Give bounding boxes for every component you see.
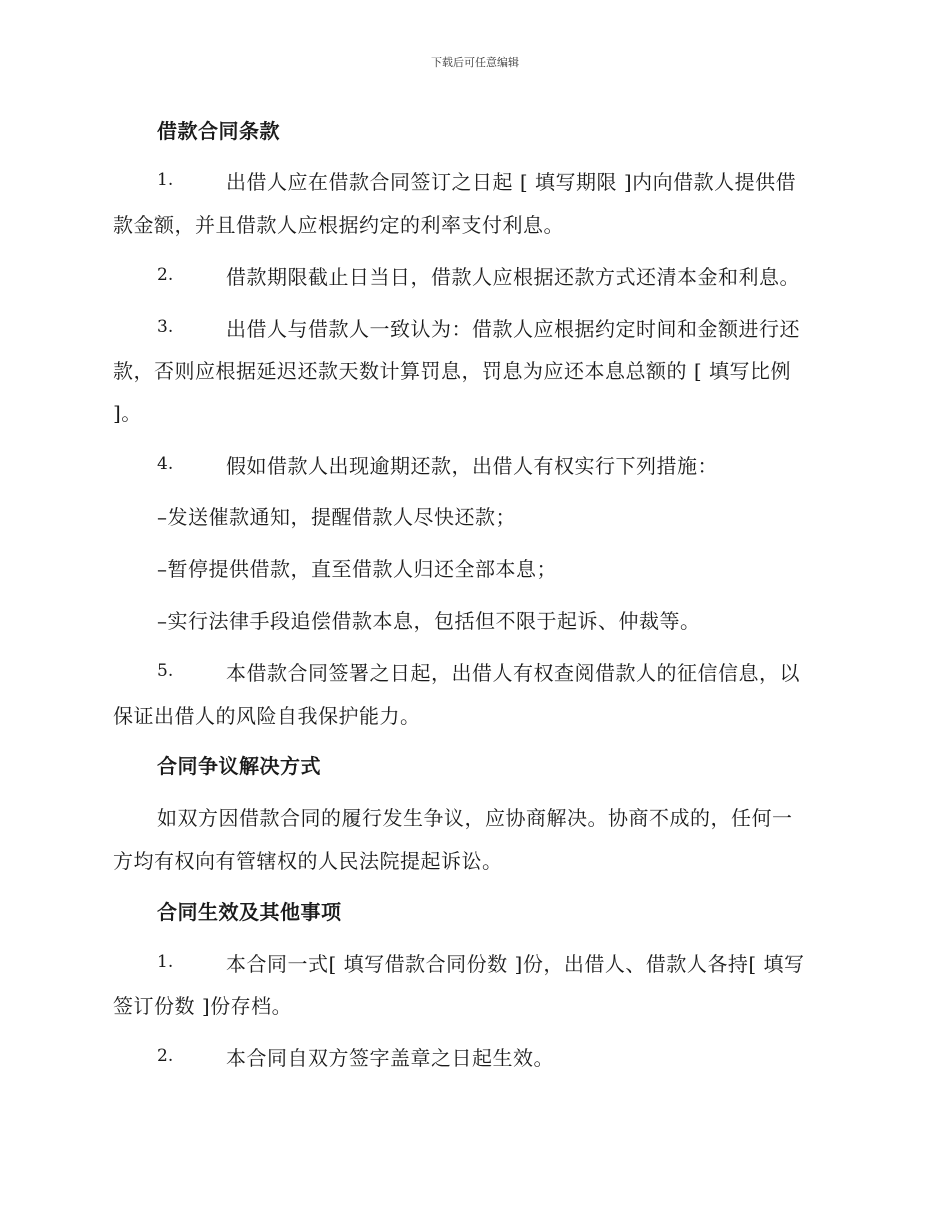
item-number: 2. [157,1046,174,1066]
paragraph-line: 借款期限截止日当日，借款人应根据还款方式还清本金和利息。 [226,265,800,289]
section-title-effectiveness: 合同生效及其他事项 [157,900,342,924]
item-number: 4. [157,454,174,474]
paragraph-line: 保证出借人的风险自我保护能力。 [113,704,421,728]
paragraph-line: 假如借款人出现逾期还款，出借人有权实行下列措施： [226,454,718,478]
paragraph-line: ]。 [113,401,142,425]
paragraph-line: 本借款合同签署之日起，出借人有权查阅借款人的征信信息，以 [226,661,800,685]
bullet-item: –实行法律手段追偿借款本息，包括但不限于起诉、仲裁等。 [157,609,701,633]
bullet-item: –暂停提供借款，直至借款人归还全部本息； [157,557,557,581]
section-title-loan-terms: 借款合同条款 [157,119,280,143]
paragraph-line: 签订份数 ]份存档。 [113,994,293,1018]
page-header: 下载后可任意编辑 [431,56,519,69]
paragraph-line: 本合同自双方签字盖章之日起生效。 [226,1046,554,1070]
item-number: 1. [157,170,174,190]
paragraph-line: 款，否则应根据延迟还款天数计算罚息，罚息为应还本息总额的 [ 填写比例 [113,359,792,383]
item-number: 5. [157,661,174,681]
item-number: 3. [157,317,174,337]
item-number: 2. [157,265,174,285]
bullet-item: –发送催款通知，提醒借款人尽快还款； [157,505,516,529]
paragraph-line: 款金额，并且借款人应根据约定的利率支付利息。 [113,213,564,237]
paragraph-line: 方均有权向有管辖权的人民法院提起诉讼。 [113,849,503,873]
paragraph-line: 出借人与借款人一致认为：借款人应根据约定时间和金额进行还 [226,317,800,341]
section-title-dispute-resolution: 合同争议解决方式 [157,754,321,778]
item-number: 1. [157,952,174,972]
paragraph-line: 如双方因借款合同的履行发生争议，应协商解决。协商不成的，任何一 [157,806,793,830]
paragraph-line: 出借人应在借款合同签订之日起 [ 填写期限 ]内向借款人提供借 [226,170,797,194]
paragraph-line: 本合同一式[ 填写借款合同份数 ]份，出借人、借款人各持[ 填写 [226,952,805,976]
